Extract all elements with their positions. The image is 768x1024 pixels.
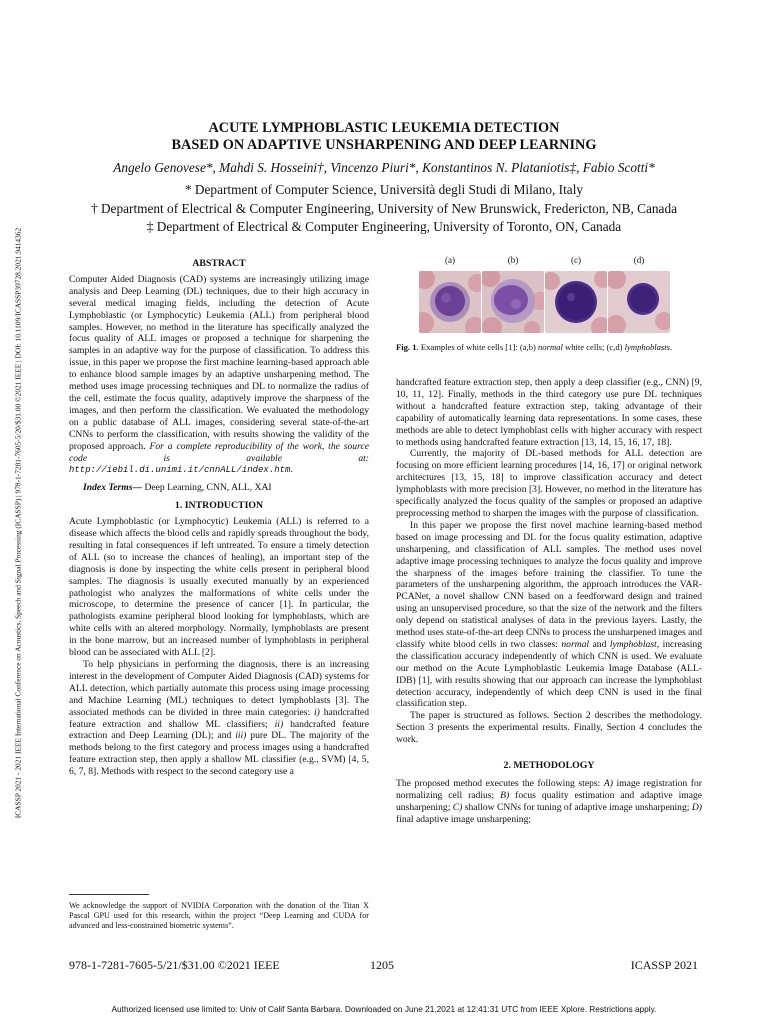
paper-title-line1: ACUTE LYMPHOBLASTIC LEUKEMIA DETECTION: [208, 120, 560, 136]
reproducibility-note: For a complete reproducibility of the work, the source code is available at:: [69, 440, 369, 464]
right-paragraph-1: handcrafted feature extraction step, then apply a deep classifier (e.g., CNN) [9, 10, 11, 12]. Finally, methods in the third category use pure DL techniques without a handcrafted feature extraction step, taking advantage of their capability of automatically learning data representations. In some cases, these methods are able to detect lymphoblast cells with higher accuracy with respect to methods using handcrafted feature extraction [13, 14, 15, 16, 17, 18].: [396, 377, 702, 448]
right-column: [396, 377, 702, 826]
affiliation-3: ‡ Department of Electrical & Computer Engineering, University of Toronto, ON, Canada: [146, 219, 622, 234]
figure-label-d: (d): [633, 255, 645, 265]
intro-paragraph-2: To help physicians in performing the diagnosis, there is an increasing interest in the development of Computer Aided Diagnosis (CAD) systems for ALL detection, which partially automate this process using image processing and Machine Learning (ML) techniques to detect lymphoblasts [3]. The associated methods can be divided in three main categories: i) handcrafted feature extraction and shallow ML classifiers; ii) handcrafted feature extraction and Deep Learning (DL); and iii) pure DL. The majority of the methods belong to the first category and process images using a handcrafted feature extraction step, then apply a shallow ML classifier (e.g., SVM) [4, 5, 6, 7, 8]. Methods with respect to the second category use a: [69, 659, 369, 778]
footer-copyright: 978-1-7281-7605-5/21/$31.00 ©2021 IEEE: [69, 958, 280, 972]
methodology-paragraph: The proposed method executes the following steps: A) image registration for normalizing cell radius; B) focus quality estimation and adaptive image unsharpening; C) shallow CNNs for tuning of adaptive image unsharpening; D) final adaptive image unsharpening;: [396, 778, 703, 825]
index-terms: Index Terms— Deep Learning, CNN, ALL, XAI: [83, 482, 272, 494]
right-paragraph-3: In this paper we propose the first novel machine learning-based method based on image processing and DL for the focus quality estimation, adaptive unsharpening, and classification of ALL samples. The method uses novel adaptive image processing techniques to analyze the focus quality and improve the sharpness of the images before training the classifier. To tune the parameters of the unsharpening algorithm, the approach introduces the VAR-PCANet, a novel shallow CNN based on a feedforward design and trained using an unsupervised procedure, so that the size of the network and the filters only depend on statistical analyses of data in the previous layers. Lastly, the method uses state-of-the-art deep CNNs to process the unsharpened images and classify white blood cells in two classes: normal and lymphoblast, increasing the classification accuracy independently of which CNN is used. We evaluate our method on the Acute Lymphoblastic Leukemia Image Database (ALL-IDB) [1], with results showing that our approach can increase the lymphoblast detection accuracy, independently of which deep CNN is used in the final classification step.: [396, 519, 702, 710]
figure-caption: Fig. 1. Examples of white cells [1]: (a,b) normal white cells; (c,d) lymphoblasts.: [396, 342, 673, 352]
cell-image-d: [608, 271, 670, 333]
footer-page-number: 1205: [370, 958, 394, 972]
author-list: Angelo Genovese*, Mahdi S. Hosseini†, Vincenzo Piuri*, Konstantinos N. Plataniotis‡, Fabio Scotti*: [113, 160, 655, 175]
figure-label-b: (b): [507, 255, 519, 265]
introduction-heading: 1. INTRODUCTION: [174, 500, 264, 512]
source-code-link[interactable]: http://iebil.di.unimi.it/cnnALL/index.htm: [69, 465, 291, 476]
abstract-text: Computer Aided Diagnosis (CAD) systems are increasingly utilizing image analysis and Deep Learning (DL) techniques, due to their high accuracy in several medical imaging fields, including the detection of Acute Lymphoblastic (or Lymphocytic) Leukemia (ALL) from peripheral blood samples. However, no method in the literature has specifically analyzed the focus quality of ALL images or proposed a technique for sharpening the samples in an adaptive way for the purpose of classification. To address this issue, in this paper we propose the first machine learning-based approach able to enhance blood sample images by an adaptive unsharpening method. The method uses image processing techniques and DL to normalize the radius of the cell, estimate the focus quality, adaptively improve the sharpness of the images, and then perform the classification. We evaluated the methodology on a public database of ALL images, considering several state-of-the-art CNNs to perform the classification, with results showing the validity of the proposed approach. For a complete reproducibility of the work, the source code is available at: http://iebil.di.unimi.it/cnnALL/index.htm.: [69, 273, 369, 476]
figure-label-a: (a): [445, 255, 455, 265]
methodology-heading: 2. METHODOLOGY: [503, 760, 595, 772]
cell-image-b: [482, 271, 544, 333]
right-paragraph-4: The paper is structured as follows. Section 2 describes the methodology. Section 3 presents the experimental results. Finally, Section 4 concludes the work.: [396, 710, 702, 746]
paper-title-line2: BASED ON ADAPTIVE UNSHARPENING AND DEEP LEARNING: [171, 137, 597, 153]
affiliation-1: * Department of Computer Science, Università degli Studi di Milano, Italy: [184, 182, 584, 197]
side-doi-note: ICASSP 2021 - 2021 IEEE International Conference on Acoustics, Speech and Signal Processing (ICASSP) | 978-1-7281-7605-5/20/$31.00 ©2021 IEEE | DOI: 10.1109/ICASSP39728.2021.9414362: [13, 227, 23, 818]
footnote-rule: [69, 894, 149, 895]
figure-label-c: (c): [571, 255, 581, 265]
footnote: We acknowledge the support of NVIDIA Corporation with the donation of the Titan X Pascal GPU used for this research, within the project “Deep Learning and CUDA for advanced and less-constrained biometric systems”.: [69, 901, 369, 930]
intro-paragraph-1: Acute Lymphoblastic (or Lymphocytic) Leukemia (ALL) is referred to a disease which affects the blood cells and rapidly spreads throughout the body, resulting in fatal consequences if left untreated. To ensure a timely detection of ALL (so to increase the chances of healing), an important step of the diagnosis is done by inspecting the white cells present in peripheral blood samples. The diagnosis is usually executed manually by an experienced pathologist who analyzes the malformations of white cells under the microscope, to determine the presence of cancer [1]. In particular, the pathologists examine peripheral blood looking for lymphoblasts, which are white cells with an altered morphology. Normally, lymphoblasts are present in the bone marrow, but an increased number of lymphoblasts in peripheral blood can be associated with ALL [2].: [69, 516, 369, 659]
cell-image-c: [545, 271, 607, 333]
cell-image-a: [419, 271, 481, 333]
left-column: [69, 258, 369, 778]
abstract-heading: ABSTRACT: [192, 258, 246, 269]
affiliation-2: † Department of Electrical & Computer Engineering, University of New Brunswick, Fredericton, NB, Canada: [90, 201, 677, 216]
license-notice: Authorized licensed use limited to: Univ of Calif Santa Barbara. Downloaded on June 21,2021 at 12:41:31 UTC from IEEE Xplore. Restrictions apply.: [111, 1004, 657, 1014]
right-paragraph-2: Currently, the majority of DL-based methods for ALL detection are focusing on more efficient learning procedures [14, 16, 17] or original network architectures [13, 15, 18] to improve classification accuracy and detect lymphoblasts with more precision [3]. However, no method in the literature has specifically analyzed the focus quality of the samples or proposed an adaptive preprocessing method to sharpen the images with the purpose of classification.: [396, 448, 702, 519]
footer-venue: ICASSP 2021: [630, 958, 698, 972]
